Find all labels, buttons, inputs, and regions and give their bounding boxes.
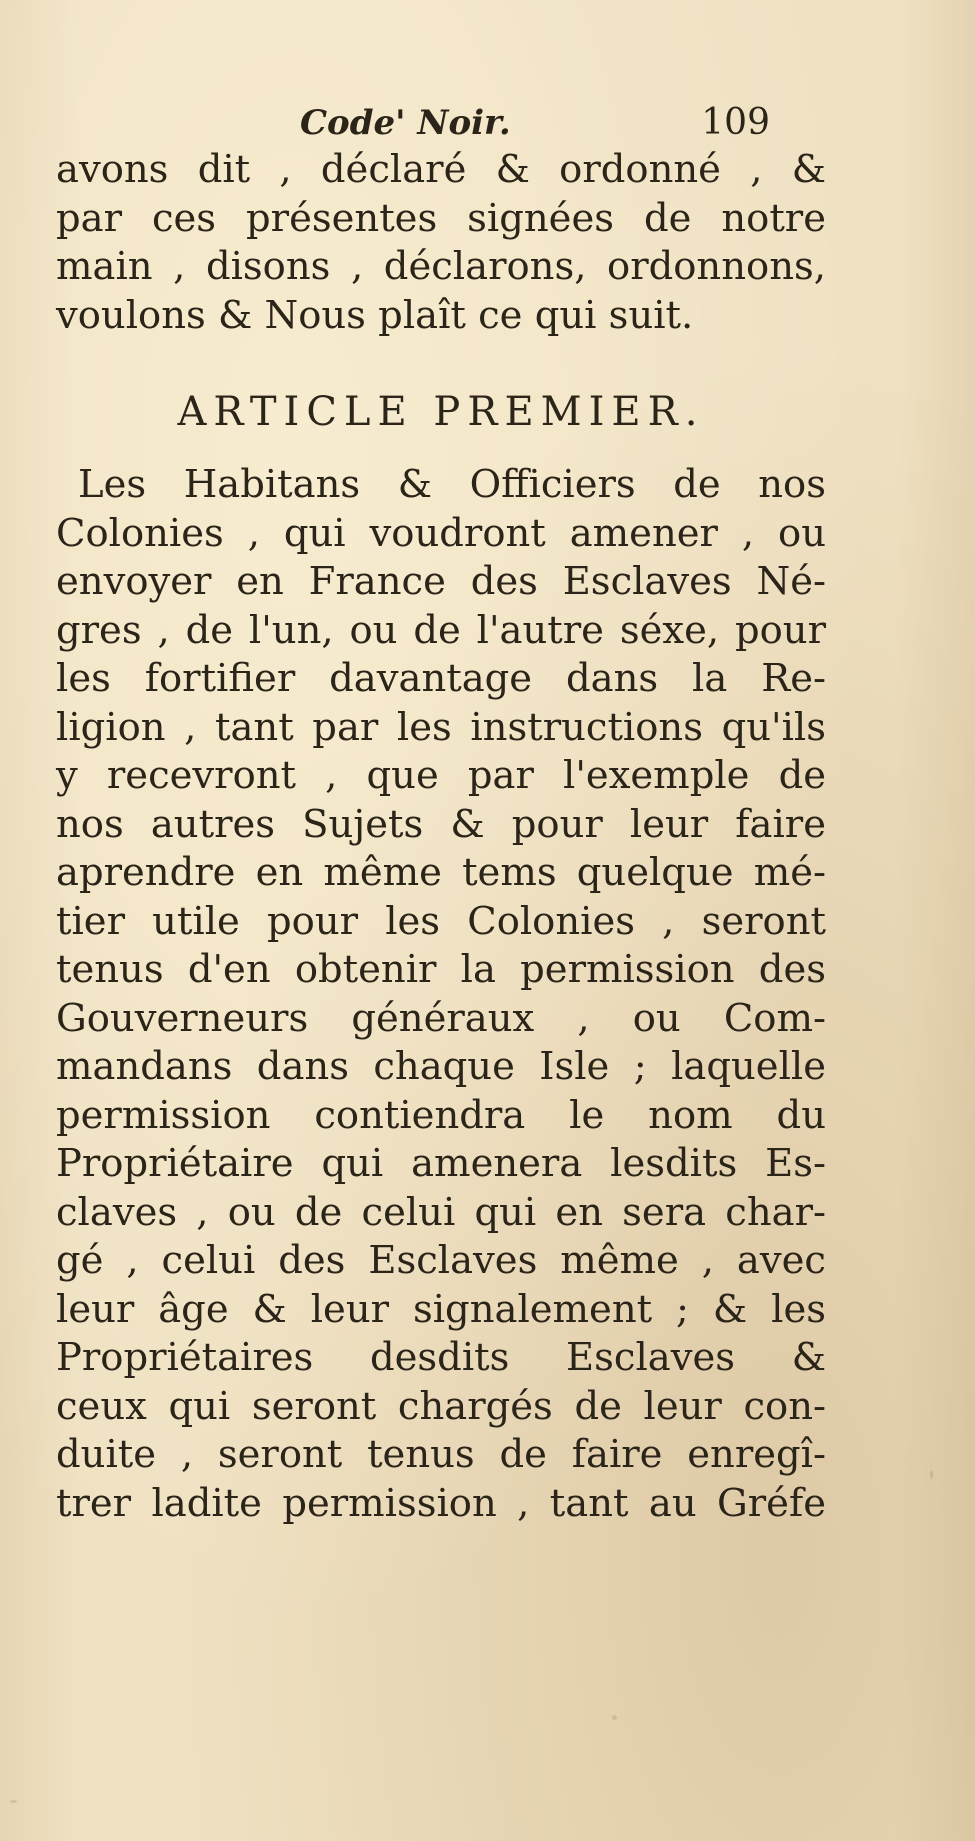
text-line: trer ladite permission , tant au Gréfe — [56, 1480, 826, 1526]
text-line: main , disons , déclarons, ordonnons, — [56, 244, 826, 289]
article-heading: ARTICLE PREMIER. — [177, 389, 705, 435]
text-line: avons dit , déclaré & ordonné , & — [56, 147, 826, 192]
paper-stain — [612, 1715, 617, 1720]
paper-stain — [930, 1470, 933, 1479]
text-line: Propriétaire qui amenera lesdits Es- — [56, 1141, 826, 1186]
text-line: ceux qui seront chargés de leur con- — [56, 1383, 826, 1429]
text-line: Gouverneurs généraux , ou Com- — [56, 995, 826, 1041]
text-line: gé , celui des Esclaves même , avec — [56, 1238, 826, 1283]
running-title: Code' Noir. — [300, 103, 511, 143]
text-line: ligion , tant par les instructions qu'ils — [56, 704, 826, 750]
text-line: Propriétaires desdits Esclaves & — [56, 1335, 826, 1380]
paper-stain — [10, 1800, 17, 1803]
text-line: permission contiendra le nom du — [56, 1092, 826, 1138]
article-paragraph — [56, 461, 826, 1528]
page-header — [300, 98, 770, 148]
text-line: les fortifier davantage dans la Re- — [56, 656, 826, 701]
text-line: tier utile pour les Colonies , seront — [56, 898, 826, 944]
text-line: nos autres Sujets & pour leur faire — [56, 801, 826, 847]
intro-paragraph — [56, 146, 826, 340]
text-line: leur âge & leur signalement ; & les — [56, 1286, 826, 1332]
text-line: mandans dans chaque Isle ; laquelle — [56, 1044, 826, 1089]
text-line: voulons & Nous plaît ce qui suit. — [56, 292, 694, 338]
text-line: par ces présentes signées de notre — [56, 195, 826, 241]
text-line: Les Habitans & Officiers de nos — [78, 462, 826, 507]
text-line: aprendre en même tems quelque mé- — [56, 850, 826, 895]
text-line: claves , ou de celui qui en sera char- — [56, 1189, 826, 1235]
text-line: Colonies , qui voudront amener , ou — [56, 510, 826, 556]
text-line: tenus d'en obtenir la permission des — [56, 947, 826, 992]
text-line: duite , seront tenus de faire enregî- — [56, 1432, 826, 1477]
page-number: 109 — [701, 102, 770, 143]
text-line: y recevront , que par l'exemple de — [56, 753, 826, 798]
text-line: envoyer en France des Esclaves Né- — [56, 559, 826, 604]
text-line: gres , de l'un, ou de l'autre séxe, pour — [56, 607, 826, 653]
